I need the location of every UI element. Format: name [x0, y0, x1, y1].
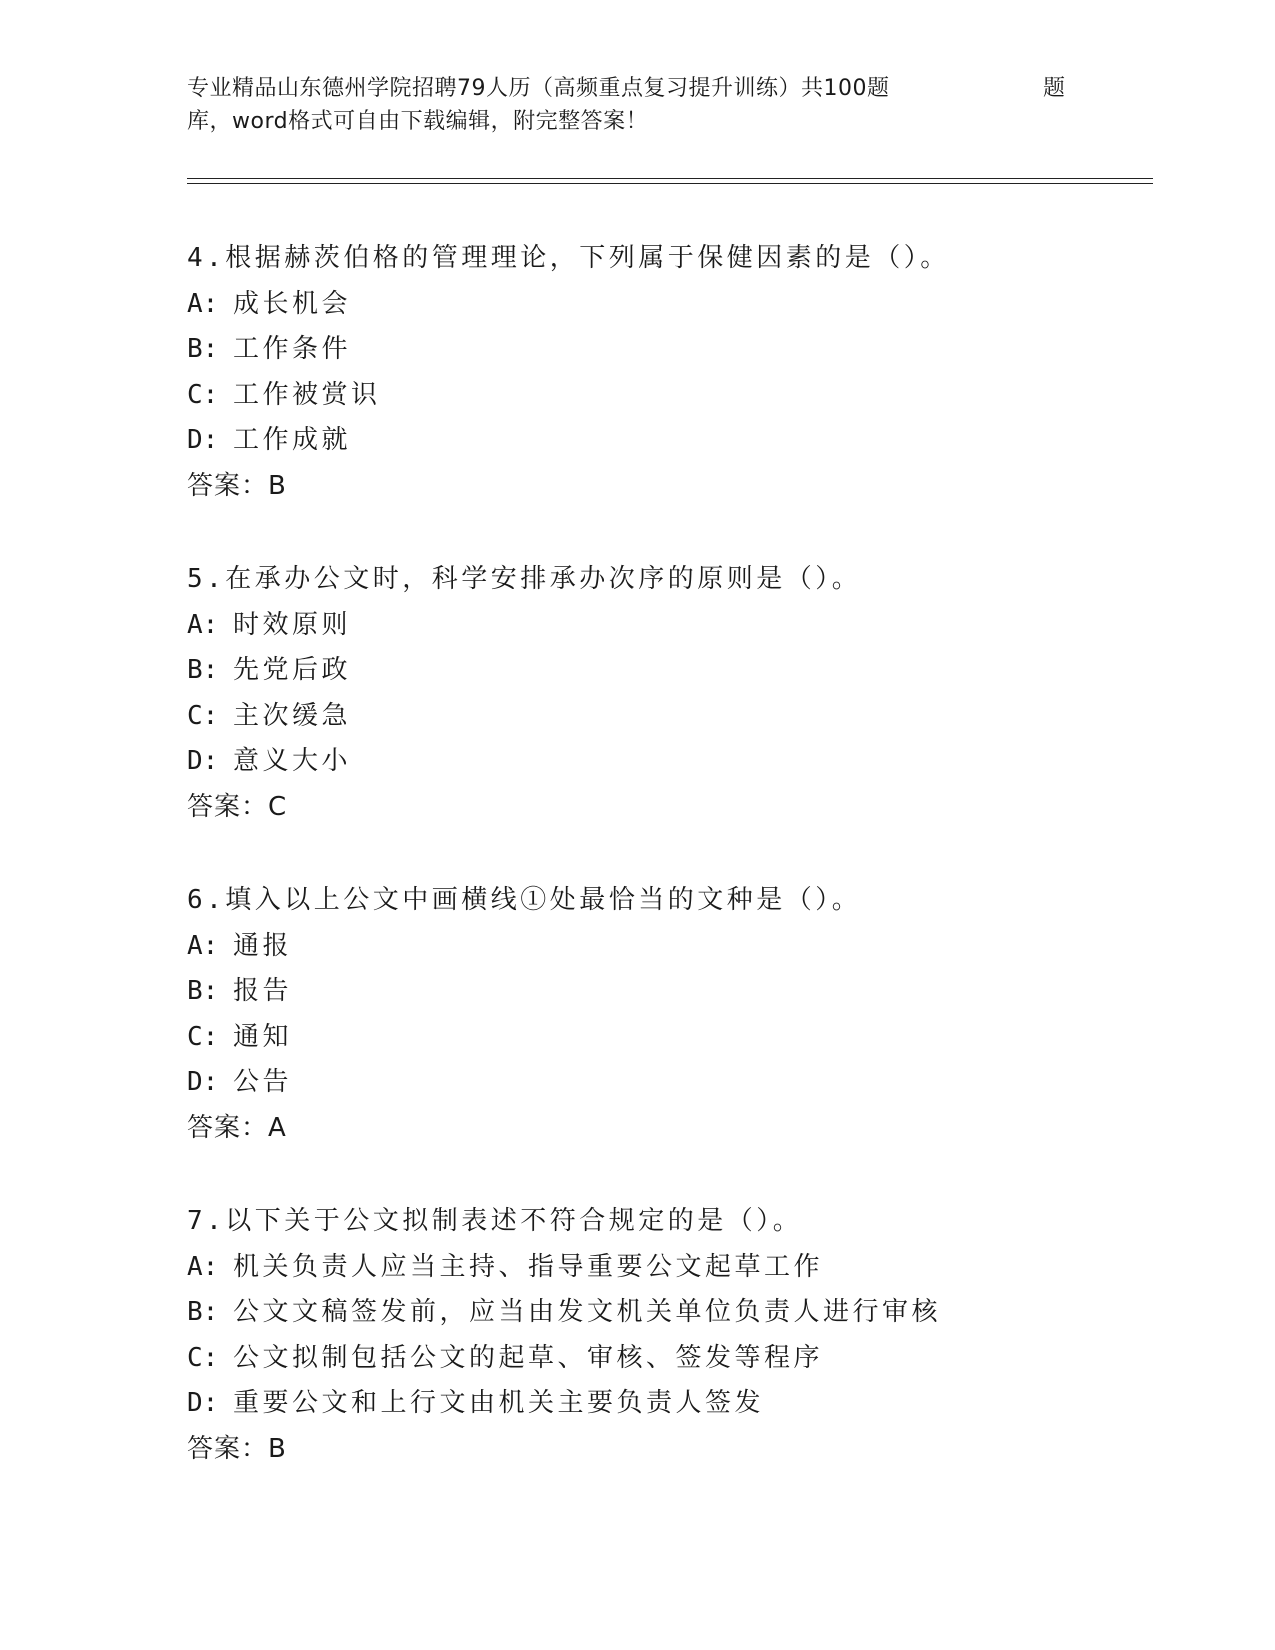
- option-letter: B:: [187, 1297, 219, 1327]
- option-text: 主次缓急: [233, 700, 352, 731]
- question-5: [187, 557, 1147, 830]
- question-stem: 6.填入以上公文中画横线①处最恰当的文种是（）。: [187, 885, 862, 915]
- option-a: [187, 924, 1147, 970]
- header-title: 专业精品山东德州学院招聘79人历（高频重点复习提升训练）共100题: [187, 76, 890, 101]
- option-d: [187, 1060, 1147, 1106]
- option-letter: D:: [187, 1067, 219, 1097]
- option-letter: A:: [187, 1251, 219, 1282]
- header-title-tail: 题: [1043, 76, 1066, 101]
- option-d: [187, 418, 1147, 464]
- option-c: [187, 694, 1147, 740]
- header-divider-bottom: [187, 183, 1153, 184]
- option-letter: A:: [187, 288, 219, 319]
- answer-line: 答案：B: [187, 470, 287, 501]
- option-letter: D:: [187, 1388, 219, 1418]
- option-text: 公文文稿签发前，应当由发文机关单位负责人进行审核: [233, 1297, 942, 1327]
- option-letter: C:: [187, 700, 219, 731]
- answer-line: 答案：A: [187, 1112, 287, 1143]
- question-list: [187, 236, 1147, 1520]
- option-text: 成长机会: [233, 288, 352, 319]
- option-c: [187, 373, 1147, 419]
- question-4: [187, 236, 1147, 509]
- option-text: 工作条件: [233, 334, 352, 364]
- option-letter: D:: [187, 746, 219, 776]
- document-header: [187, 72, 1147, 138]
- option-text: 机关负责人应当主持、指导重要公文起草工作: [233, 1251, 824, 1282]
- option-d: [187, 739, 1147, 785]
- option-letter: C:: [187, 1342, 219, 1373]
- option-text: 通知: [233, 1021, 293, 1052]
- header-line-1: [187, 72, 1147, 105]
- header-line-2: 库，word格式可自由下载编辑，附完整答案！: [187, 109, 649, 134]
- option-a: [187, 603, 1147, 649]
- option-letter: B:: [187, 976, 219, 1006]
- option-text: 先党后政: [233, 655, 352, 685]
- option-b: [187, 648, 1147, 694]
- option-letter: C:: [187, 1021, 219, 1052]
- question-6: [187, 878, 1147, 1151]
- question-stem: 7.以下关于公文拟制表述不符合规定的是（）。: [187, 1206, 803, 1236]
- option-text: 通报: [233, 930, 293, 961]
- option-text: 意义大小: [233, 746, 352, 776]
- option-text: 公文拟制包括公文的起草、审核、签发等程序: [233, 1342, 824, 1373]
- option-c: [187, 1336, 1147, 1382]
- question-stem: 4.根据赫茨伯格的管理理论，下列属于保健因素的是（）。: [187, 243, 950, 273]
- option-d: [187, 1381, 1147, 1427]
- question-stem: 5.在承办公文时，科学安排承办次序的原则是（）。: [187, 564, 862, 594]
- header-divider-top: [187, 178, 1153, 179]
- option-a: [187, 1245, 1147, 1291]
- option-c: [187, 1015, 1147, 1061]
- answer-line: 答案：C: [187, 791, 288, 822]
- option-b: [187, 1290, 1147, 1336]
- option-text: 重要公文和上行文由机关主要负责人签发: [233, 1388, 765, 1418]
- option-letter: C:: [187, 379, 219, 410]
- option-b: [187, 327, 1147, 373]
- option-a: [187, 282, 1147, 328]
- option-letter: A:: [187, 609, 219, 640]
- answer-line: 答案：B: [187, 1433, 287, 1464]
- option-letter: B:: [187, 334, 219, 364]
- option-text: 工作被赏识: [233, 379, 381, 410]
- question-7: [187, 1199, 1147, 1472]
- option-text: 时效原则: [233, 609, 352, 640]
- option-text: 工作成就: [233, 425, 352, 455]
- option-letter: D:: [187, 425, 219, 455]
- option-b: [187, 969, 1147, 1015]
- option-text: 公告: [233, 1067, 293, 1097]
- option-letter: A:: [187, 930, 219, 961]
- option-letter: B:: [187, 655, 219, 685]
- option-text: 报告: [233, 976, 293, 1006]
